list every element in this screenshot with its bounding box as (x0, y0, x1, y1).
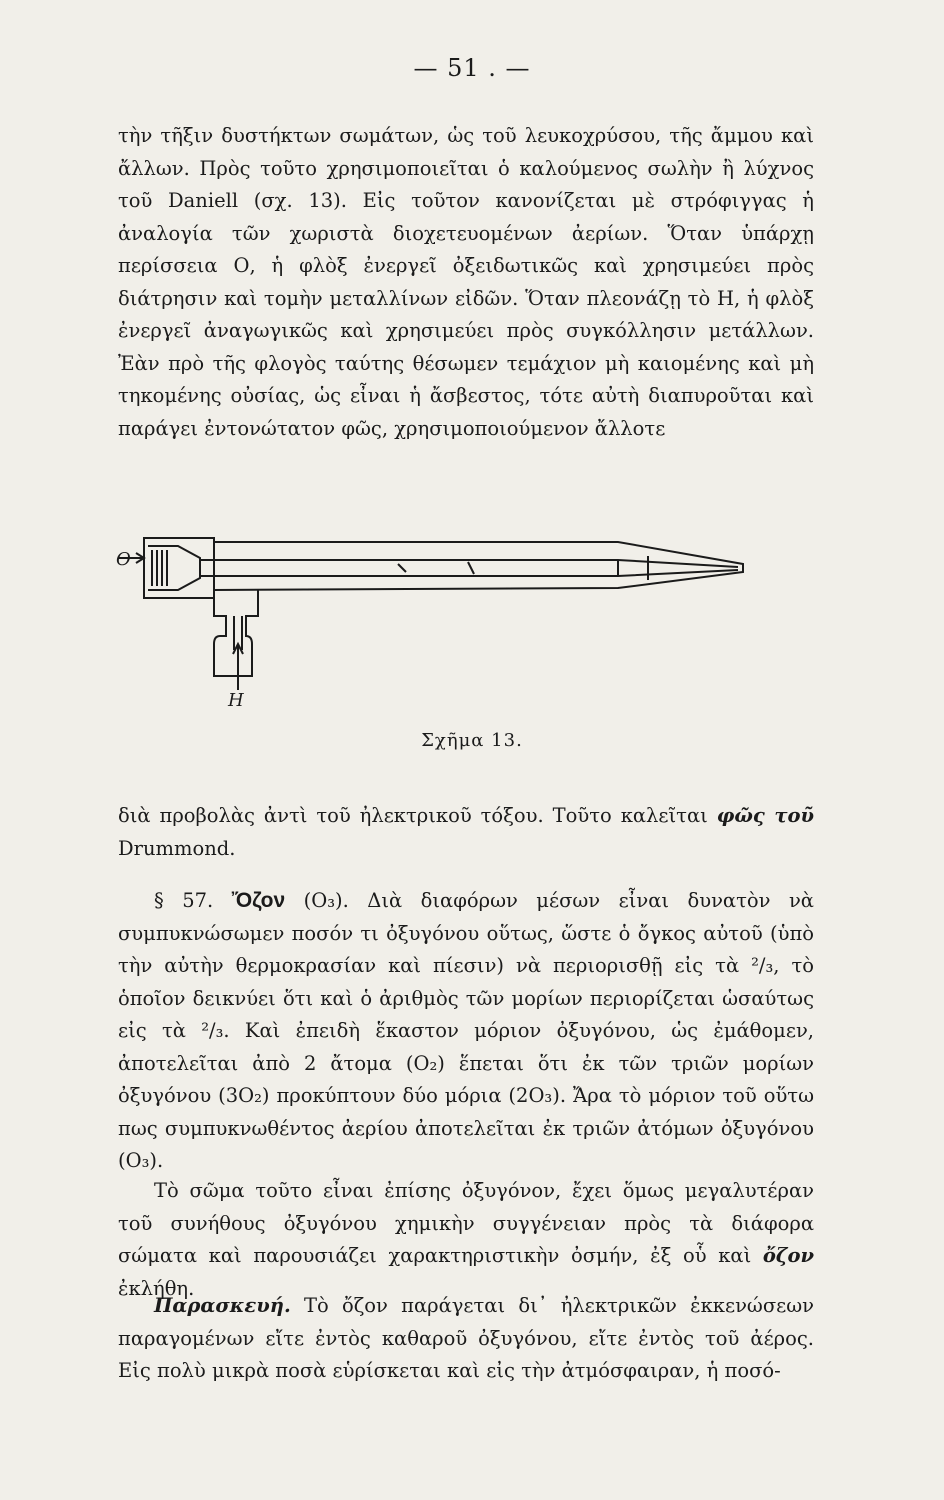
label-o: O (116, 549, 131, 570)
figure-caption: Σχῆμα 13. (421, 730, 523, 751)
paragraph-text: Τὸ ὄζον παράγεται δι᾽ ἠλεκτρικῶν ἐκκενώσεων παραγομένων εἴτε ἐντὸς καθαροῦ ὀξυγόνου, εἴτε ἐντὸς τοῦ ἀέρος. Εἰς πολὺ μικρὰ ποσὰ εὑρίσκεται καὶ εἰς τὴν ἀτμόσφαιραν, ἡ ποσό- (118, 1294, 814, 1382)
paragraph-tail: ἐκλήθη. (118, 1276, 195, 1300)
nozzle-thread-coils (152, 550, 167, 586)
paragraph-text: τὴν τῆξιν δυστήκτων σωμάτων, ὡς τοῦ λευκοχρύσου, τῆς ἄμμου καὶ ἄλλων. Πρὸς τοῦτο χρησιμοποιεῖται ὁ καλούμενος σωλὴν ἢ λύχνος τοῦ Daniell (σχ. 13). Εἰς τοῦτον κανονίζεται μὲ στρόφιγγας ἡ ἀναλογία τῶν χωριστὰ διοχετευομένων ἀερίων. Ὅταν ὑπάρχῃ περίσσεια Ο, ἡ φλὸξ ἐνεργεῖ ὀξειδωτικῶς καὶ χρησιμεύει πρὸς διάτρησιν καὶ τομὴν μεταλλίνων εἰδῶν. Ὅταν πλεονάζῃ τὸ Η, ἡ φλὸξ ἐνεργεῖ ἀναγωγικῶς καὶ χρησιμεύει πρὸς συγκόλλησιν μετάλλων. Ἐὰν πρὸ τῆς φλογὸς ταύτης θέσωμεν τεμάχιον μὴ καιομένης καὶ μὴ τηκομένης οὐσίας, ὡς εἶναι ἡ ἄσβεστος, τότε αὐτὴ διαπυροῦται καὶ παράγει ἐντονώτατον φῶς, χρησιμοποιούμενον ἄλλοτε (118, 124, 814, 440)
section-heading: Ὄζον (231, 889, 286, 912)
paragraph-ozone (118, 885, 814, 1178)
outer-tube (214, 542, 743, 590)
paragraph-daniell-burner (118, 120, 814, 445)
chemical-formula: (O₃). (303, 889, 349, 912)
subheading: Παρασκευή. (154, 1294, 291, 1317)
hydrogen-inlet-tube (214, 590, 258, 676)
section-number: § 57. (154, 889, 214, 912)
emphasis-text: ὄζον (762, 1244, 815, 1267)
paragraph-drummond (118, 800, 814, 865)
paragraph-text: Τὸ σῶμα τοῦτο εἶναι ἐπίσης ὀξυγόνον, ἔχει ὅμως μεγαλυτέραν τοῦ συνήθους ὀξυγόνου χημικὴν συγγένειαν πρὸς τὰ διάφορα σώματα καὶ παρουσιάζει χαρακτηριστικὴν ὀσμήν, ἐξ οὗ καὶ (118, 1179, 814, 1267)
paragraph-text: Διὰ διαφόρων μέσων εἶναι δυνατὸν νὰ συμπυκνώσωμεν ποσόν τι ὀξυγόνου οὕτως, ὥστε ὁ ὄγκος αὐτοῦ (ὑπὸ τὴν αὐτὴν θερμοκρασίαν καὶ πίεσιν) νὰ περιορισθῇ εἰς τὰ ²/₃, τὸ ὁποῖον δεικνύει ὅτι καὶ ὁ ἀριθμὸς τῶν μορίων περιορίζεται ὡσαύτως εἰς τὰ ²/₃. Καὶ ἐπειδὴ ἕκαστον μόριον ὀξυγόνου, ὡς ἐμάθομεν, ἀποτελεῖται ἀπὸ 2 ἄτομα (O₂) ἕπεται ὅτι ἐκ τῶν τριῶν μορίων ὀξυγόνου (3O₂) προκύπτουν δύο μόρια (2O₃). Ἄρα τὸ μόριον τοῦ οὕτω πως συμπυκνωθέντος ἀερίου ἀποτελεῖται ἐκ τριῶν ἀτόμων ὀξυγόνου (O₃). (118, 889, 814, 1172)
emphasis-text: φῶς τοῦ (716, 804, 814, 827)
page-number: — 51 . — (413, 54, 531, 82)
paragraph-preparation (118, 1290, 814, 1388)
paragraph-ozone-properties (118, 1175, 814, 1305)
figure-daniell-burner (118, 520, 818, 720)
proper-name: Drummond. (118, 836, 236, 860)
label-h: H (228, 690, 244, 711)
daniell-burner-diagram (118, 520, 818, 720)
paragraph-text: διὰ προβολὰς ἀντὶ τοῦ ἠλεκτρικοῦ τόξου. Τοῦτο καλεῖται (118, 804, 708, 827)
